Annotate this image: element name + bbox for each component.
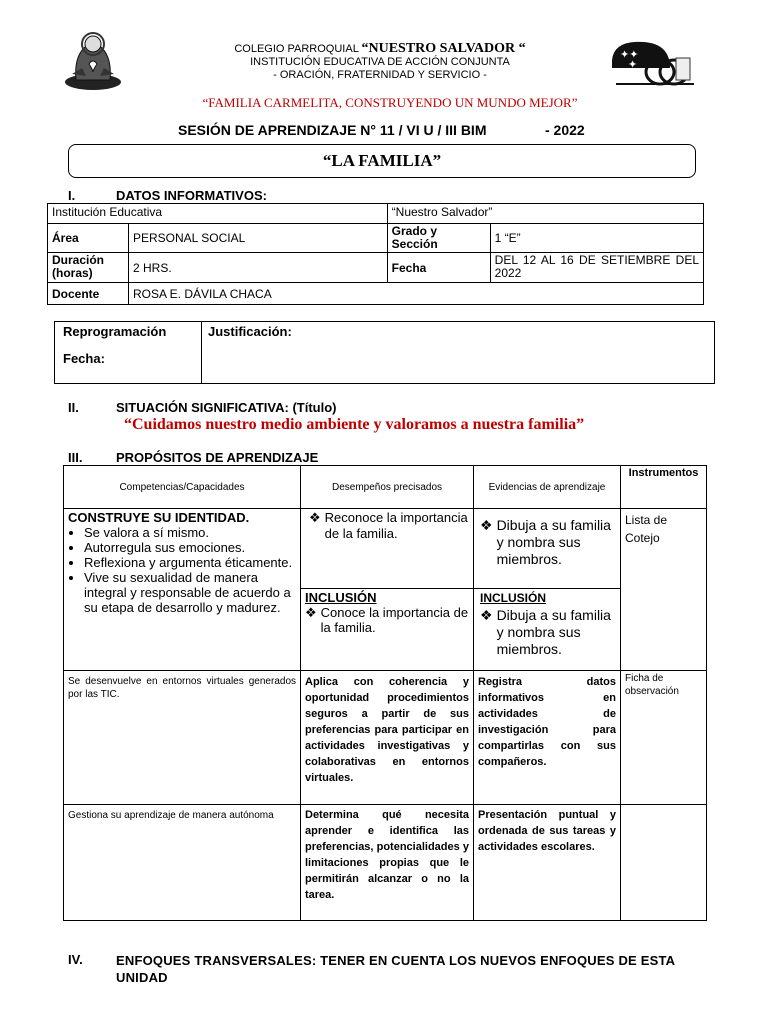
inclusion-label: INCLUSIÓN	[480, 591, 546, 605]
instrumento-ficha: Ficha de observación	[621, 671, 707, 805]
competencia-autonoma: Gestiona su aprendizaje de manera autónoma	[64, 805, 301, 921]
desempeno-identidad: Reconoce la importancia de la familia.	[324, 510, 468, 541]
desempeno-tic: Aplica con coherencia y oportunidad procedimientos seguros a partir de sus preferencias para participar en actividades investigativas y colaborativas en entornos virtuales.	[301, 671, 474, 805]
section-1-number: I.	[68, 188, 76, 203]
capacidad-item: • Autorregula sus emociones.	[84, 540, 296, 555]
header-instrumentos: Instrumentos	[621, 466, 707, 509]
instrumento-empty	[621, 805, 707, 921]
topic-box	[68, 144, 696, 178]
institucion-label: Institución Educativa	[48, 204, 388, 224]
inclusion-label: INCLUSIÓN	[305, 590, 377, 605]
reprogramacion-label: Reprogramación	[63, 324, 167, 339]
svg-text:✦✦: ✦✦	[620, 48, 639, 61]
situacion-text: “Cuidamos nuestro medio ambiente y valoramos a nuestra familia”	[124, 416, 585, 433]
evidencia-autonoma: Presentación puntual y ordenada de sus tareas y actividades escolares.	[474, 805, 621, 921]
justificacion-label: Justificación:	[202, 322, 715, 384]
diamond-bullet-icon: ❖	[305, 605, 317, 620]
duracion-value: 2 HRS.	[129, 253, 388, 283]
school-prefix: COLEGIO PARROQUIAL	[234, 43, 359, 55]
session-year: - 2022	[545, 122, 585, 138]
diamond-bullet-icon: ❖	[309, 510, 321, 525]
evidencia-identidad-cell	[474, 509, 621, 589]
svg-text:✦: ✦	[628, 58, 638, 71]
competencia-identidad-cell	[64, 509, 301, 671]
desempeno-autonoma: Determina qué necesita aprender e identifica las preferencias, potencialidades y limitaciones propias que le permitirán alcanzar o no la tarea.	[301, 805, 474, 921]
school-line-3: - ORACIÓN, FRATERNIDAD Y SERVICIO -	[273, 69, 487, 81]
school-header	[140, 42, 620, 82]
area-value: PERSONAL SOCIAL	[129, 224, 388, 253]
datos-informativos-table	[47, 203, 704, 305]
inclusion-evidencia-cell	[474, 589, 621, 671]
diamond-bullet-icon: ❖	[480, 517, 493, 533]
session-title: SESIÓN DE APRENDIZAJE N° 11 / VI U / III BIM	[178, 122, 487, 138]
motto: “FAMILIA CARMELITA, CONSTRUYENDO UN MUNDO MEJOR”	[202, 95, 578, 110]
grado-value: 1 “E”	[490, 224, 703, 253]
capacidad-item: • Vive su sexualidad de manera integral y responsable de acuerdo a su etapa de desarrollo y madurez.	[84, 570, 296, 615]
section-3-number: III.	[68, 450, 83, 465]
evidencia-tic: Registra datos informativos en actividades de investigación para compartirlas con sus compañeros.	[474, 671, 621, 805]
institucion-value: “Nuestro Salvador”	[387, 204, 703, 224]
desempeno-identidad-cell	[301, 509, 474, 589]
duracion-label: Duración (horas)	[48, 253, 129, 283]
section-4-title: ENFOQUES TRANSVERSALES: TENER EN CUENTA LOS NUEVOS ENFOQUES DE ESTA UNIDAD	[116, 953, 675, 985]
reprog-fecha-label: Fecha:	[63, 351, 105, 366]
area-label: Área	[48, 224, 129, 253]
section-1-title: DATOS INFORMATIVOS:	[116, 188, 267, 203]
congregation-logo	[610, 38, 698, 90]
instrumento-lista-cotejo: Lista de Cotejo	[621, 509, 707, 671]
propositos-table	[63, 465, 707, 921]
school-crest-logo	[62, 30, 124, 92]
header-competencias: Competencias/Capacidades	[64, 466, 301, 509]
capacidad-item: • Reflexiona y argumenta éticamente.	[84, 555, 296, 570]
capacidad-item: • Se valora a sí mismo.	[84, 525, 296, 540]
competencia-identidad: CONSTRUYE SU IDENTIDAD.	[68, 510, 250, 525]
header-evidencias: Evidencias de aprendizaje	[474, 466, 621, 509]
reprogramacion-table	[54, 321, 715, 384]
header-desempenos: Desempeños precisados	[301, 466, 474, 509]
topic-title: “LA FAMILIA”	[322, 151, 442, 170]
inclusion-desempeno-cell	[301, 589, 474, 671]
section-4-number: IV.	[68, 952, 83, 967]
fecha-label: Fecha	[387, 253, 490, 283]
section-2-title: SITUACIÓN SIGNIFICATIVA: (Título)	[116, 400, 337, 415]
school-name: “NUESTRO SALVADOR “	[361, 41, 526, 56]
docente-value: ROSA E. DÁVILA CHACA	[129, 283, 704, 305]
docente-label: Docente	[48, 283, 129, 305]
competencia-tic: Se desenvuelve en entornos virtuales generados por las TIC.	[64, 671, 301, 805]
diamond-bullet-icon: ❖	[480, 607, 493, 623]
evidencia-identidad: Dibuja a su familia y nombra sus miembros.	[496, 517, 611, 567]
grado-label: Grado y Sección	[387, 224, 490, 253]
fecha-value: DEL 12 AL 16 DE SETIEMBRE DEL 2022	[490, 253, 703, 283]
section-3-title: PROPÓSITOS DE APRENDIZAJE	[116, 450, 319, 465]
section-2-number: II.	[68, 400, 79, 415]
school-line-2: INSTITUCIÓN EDUCATIVA DE ACCIÓN CONJUNTA	[250, 56, 510, 68]
inclusion-desempeno: Conoce la importancia de la familia.	[320, 605, 469, 635]
inclusion-evidencia: Dibuja a su familia y nombra sus miembros.	[496, 607, 611, 657]
